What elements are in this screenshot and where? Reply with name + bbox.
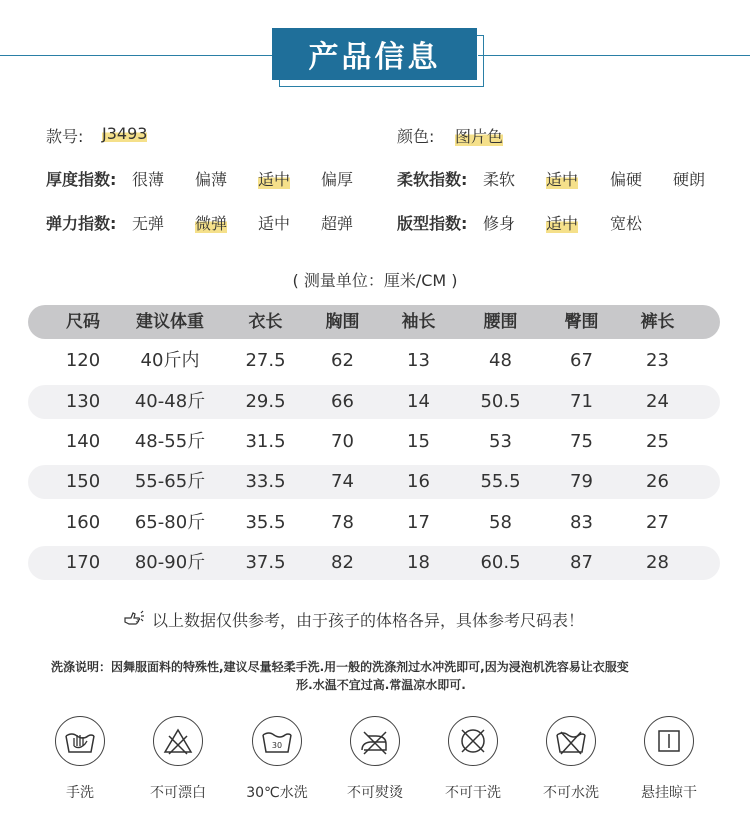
hang-dry-icon: [644, 716, 694, 766]
table-cell: 15: [407, 431, 430, 452]
table-cell: 160: [65, 512, 101, 533]
care-item-hang-dry: [639, 716, 699, 802]
washing-text-line1: 因舞服面料的特殊性,建议尽量轻柔手洗.用一般的洗涤剂过水冲洗即可,因为浸泡机洗容易让衣服变: [111, 660, 629, 674]
care-item-no-iron: [345, 716, 405, 802]
table-cell: 58: [489, 512, 512, 533]
table-header-cell: 袖长: [401, 312, 436, 332]
table-cell: 67: [570, 350, 593, 371]
table-cell: 120: [65, 350, 101, 371]
measurement-unit-note: ( 测量单位：厘米/CM ): [292, 271, 458, 290]
thickness-label: 厚度指数:: [46, 170, 117, 189]
style-number-value: J3493: [102, 124, 148, 143]
care-label: 30℃水洗: [246, 785, 308, 801]
color-value: 图片色: [455, 124, 503, 147]
thickness-option-selected: 适中: [258, 167, 290, 190]
care-label: 不可水洗: [543, 785, 599, 801]
care-item-no-bleach: [148, 716, 208, 802]
table-cell: 31.5: [245, 431, 286, 452]
no-water-wash-icon: [546, 716, 596, 766]
table-cell: 24: [646, 391, 669, 412]
table-cell: 66: [331, 391, 354, 412]
table-row: [28, 385, 720, 419]
no-dry-clean-icon: [448, 716, 498, 766]
table-cell: 140: [65, 431, 101, 452]
elasticity-label: 弹力指数:: [46, 214, 117, 233]
table-cell: 23: [646, 350, 669, 371]
table-cell: 82: [331, 552, 354, 573]
no-bleach-icon: [153, 716, 203, 766]
table-header-cell: 裤长: [640, 312, 675, 332]
table-row: [28, 506, 720, 540]
washing-text-line2: 形.水温不宜过高.常温凉水即可.: [296, 678, 466, 692]
table-cell: 27.5: [245, 350, 286, 371]
fit-option: 修身: [483, 214, 516, 233]
pointing-hand-icon: [123, 609, 145, 627]
softness-option: 柔软: [483, 170, 516, 189]
table-header-cell: 衣长: [248, 312, 283, 332]
fit-option: 宽松: [610, 214, 643, 233]
table-cell: 74: [331, 471, 354, 492]
table-header-cell: 尺码: [66, 312, 100, 332]
fit-label: 版型指数:: [397, 214, 468, 233]
table-row: [28, 425, 720, 459]
no-iron-icon: [350, 716, 400, 766]
thickness-option: 很薄: [132, 170, 165, 189]
care-label: 悬挂晾干: [641, 785, 697, 801]
washing-label: 洗涤说明：: [51, 660, 112, 674]
table-cell: 60.5: [480, 552, 521, 573]
table-cell: 65-80斤: [134, 512, 206, 533]
table-header-cell: 腰围: [483, 312, 518, 332]
table-cell: 26: [646, 471, 669, 492]
softness-option: 偏硬: [610, 170, 643, 189]
table-cell: 40斤内: [140, 350, 200, 371]
washing-instructions: [51, 658, 711, 694]
softness-option: 硬朗: [673, 170, 706, 189]
table-cell: 150: [65, 471, 101, 492]
care-item-no-dry-clean: [443, 716, 503, 802]
table-cell: 83: [570, 512, 593, 533]
elasticity-option: 无弹: [132, 214, 165, 233]
table-row: [28, 546, 720, 580]
care-label: 不可干洗: [445, 785, 501, 801]
table-cell: 62: [331, 350, 354, 371]
table-cell: 18: [407, 552, 430, 573]
care-item-wash-30: [247, 716, 307, 802]
care-label: 不可熨烫: [347, 785, 403, 801]
table-cell: 27: [646, 512, 669, 533]
table-cell: 16: [407, 471, 430, 492]
table-cell: 14: [407, 391, 430, 412]
table-header-cell: 建议体重: [136, 312, 204, 332]
table-cell: 55.5: [480, 471, 521, 492]
table-cell: 70: [331, 431, 354, 452]
table-cell: 71: [570, 391, 593, 412]
wash-30-icon: [252, 716, 302, 766]
table-row: [28, 344, 720, 378]
table-cell: 35.5: [245, 512, 286, 533]
table-cell: 130: [65, 391, 101, 412]
table-cell: 13: [407, 350, 430, 371]
table-cell: 75: [570, 431, 593, 452]
header-line-left: [0, 55, 272, 56]
care-item-hand-wash: [50, 716, 110, 802]
table-cell: 55-65斤: [134, 471, 206, 492]
fit-option-selected: 适中: [546, 211, 578, 234]
elasticity-option: 超弹: [321, 214, 354, 233]
table-header-row: [28, 305, 720, 339]
header-line-right: [478, 55, 750, 56]
thickness-option: 偏厚: [321, 170, 354, 189]
svg-text:30: 30: [271, 741, 283, 750]
hand-wash-icon: [55, 716, 105, 766]
table-header-cell: 胸围: [325, 312, 360, 332]
table-cell: 25: [646, 431, 669, 452]
page-title: 产品信息: [308, 40, 441, 75]
table-cell: 170: [65, 552, 101, 573]
size-disclaimer: 以上数据仅供参考，由于孩子的体格各异，具体参考尺码表！: [152, 611, 585, 630]
table-cell: 48-55斤: [134, 431, 206, 452]
care-item-no-water-wash: [541, 716, 601, 802]
table-cell: 79: [570, 471, 593, 492]
table-cell: 40-48斤: [134, 391, 206, 412]
table-row: [28, 465, 720, 499]
color-label: 颜色:: [397, 127, 435, 146]
table-cell: 37.5: [245, 552, 286, 573]
table-cell: 48: [489, 350, 512, 371]
elasticity-option-selected: 微弹: [195, 211, 227, 234]
table-cell: 17: [407, 512, 430, 533]
care-label: 手洗: [66, 785, 94, 801]
style-number-label: 款号:: [46, 127, 84, 146]
care-label: 不可漂白: [150, 785, 206, 801]
table-cell: 53: [489, 431, 512, 452]
table-cell: 29.5: [245, 391, 286, 412]
softness-label: 柔软指数:: [397, 170, 468, 189]
table-cell: 78: [331, 512, 354, 533]
table-cell: 80-90斤: [134, 552, 206, 573]
table-cell: 87: [570, 552, 593, 573]
thickness-option: 偏薄: [195, 170, 228, 189]
elasticity-option: 适中: [258, 214, 291, 233]
table-cell: 28: [646, 552, 669, 573]
table-cell: 50.5: [480, 391, 521, 412]
table-cell: 33.5: [245, 471, 286, 492]
table-header-cell: 臀围: [564, 312, 599, 332]
softness-option-selected: 适中: [546, 167, 578, 190]
header-banner: [272, 28, 477, 80]
